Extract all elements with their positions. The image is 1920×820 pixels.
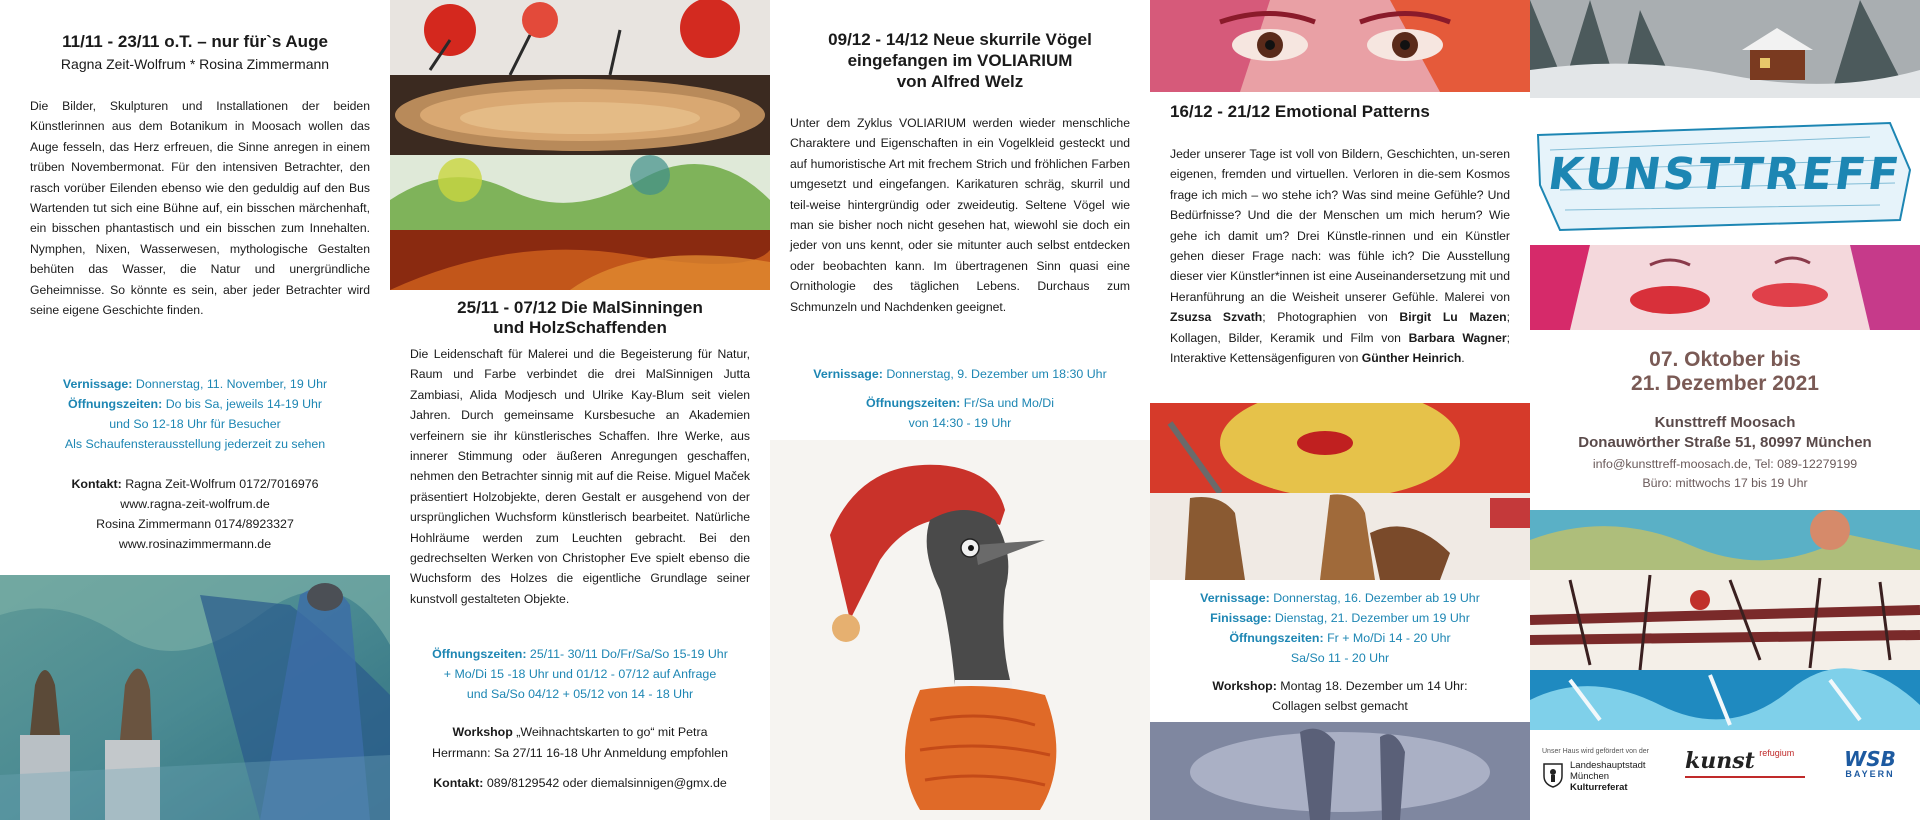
workshop-label: Workshop: [452, 725, 513, 739]
event-title: 11/11 - 23/11 o.T. – nur für`s Auge: [62, 32, 328, 51]
winter-cabin-painting: [1530, 0, 1920, 98]
description-part-4: ; Interaktive Kettensägenfiguren von: [1170, 330, 1510, 366]
venue-name: Kunsttreff Moosach: [1654, 414, 1796, 431]
hours-line-1: Do bis Sa, jeweils 14-19 Uhr: [165, 397, 323, 411]
workshop-line-1: „Weihnachtskarten to go“ mit Petra: [516, 725, 708, 739]
munich-coat-of-arms-icon: [1542, 762, 1564, 788]
description-part-3: ; Kollagen, Bilder, Keramik und Film von: [1170, 310, 1510, 345]
event-title-line-1: 25/11 - 07/12 Die MalSinningen: [457, 298, 703, 317]
panel-emotional-patterns: [1150, 0, 1530, 820]
wood-painting-collage: [390, 0, 770, 290]
event-title-line-2: und HolzSchaffenden: [493, 318, 667, 337]
opening-hours: [1150, 628, 1530, 648]
contact-label: Kontakt:: [71, 477, 122, 491]
contact-website-2: www.rosinazimmermann.de: [118, 537, 272, 551]
event-description: Die Leidenschaft für Malerei und die Begeisterung für Natur, Raum und Farbe verbindet die drei MalSinnigen Jutta Zambiasi, Alida Modjesch und Ulrike Kay-Blum seit vielen Jahren. Durch gemeinsame Kursbesuche an Akademien verfeinern sie ihr künstlerisches Schaffen. Ihre Werke, aus innerer Stimmung oder äußeren Anregungen geschaffen, nehmen den Betrachter sinnig mit auf die Reise. Miguel Maček präsentiert Holzobjekte, deren Gestalt er ausgehend von der ursprünglichen Wuchsform künstlerisch bearbeitet. Natürliche Hohlräume werden zum Leuchten gebracht. Bei den gedrechselten Werken von Christopher Eve spielt ebenso die Wuchsform des Holzes die eigentliche Grundlage seiner kunstvoll gestalteten Objekte.: [410, 347, 750, 606]
description-part-1: Jeder unserer Tage ist voll von Bildern, Geschichten, un-seren eigenen, fremden und virtuellen. Verloren in die-sem Kosmos frage ich mich – wo stehe ich? Was sind meine Gefühle? Und Bedürfnisse? Und die der Menschen um mich herum? Wie gehe ich damit um? Drei Künstle-rinnen und ein Künstler gehen dieser Frage nach: was fühle ich? Die Ausstellung dieser vier Künstler*innen ist eine Auseinandersetzung mit und Heranführung an die Weisheit unserer Gefühle. Malerei von: [1170, 147, 1510, 304]
eyes-painting: [1150, 0, 1530, 92]
event-artists: Ragna Zeit-Wolfrum * Rosina Zimmermann: [60, 56, 330, 72]
hours-line-1: Fr/Sa und Mo/Di: [963, 396, 1054, 410]
vernissage-text: Donnerstag, 16. Dezember ab 19 Uhr: [1273, 591, 1480, 605]
vernissage-text: Donnerstag, 11. November, 19 Uhr: [135, 377, 328, 391]
hours-line-1: Fr + Mo/Di 14 - 20 Uhr: [1327, 631, 1451, 645]
panel-nur-fuers-auge: [0, 0, 390, 820]
hours-label: Öffnungszeiten:: [432, 647, 527, 661]
event-title: 16/12 - 21/12 Emotional Patterns: [1170, 102, 1430, 121]
hours-line-1: 25/11- 30/11 Do/Fr/Sa/So 15-19 Uhr: [529, 647, 728, 661]
kunsttreff-logo: [1530, 115, 1920, 235]
vernissage-label: Vernissage:: [1200, 591, 1270, 605]
hours-label: Öffnungszeiten:: [67, 397, 163, 411]
sponsor3-line-1: WSB: [1844, 747, 1896, 771]
workshop-line-1: Montag 18. Dezember um 14 Uhr:: [1280, 679, 1468, 693]
hours-line-2: von 14:30 - 19 Uhr: [908, 416, 1012, 430]
vernissage-info: [1150, 588, 1530, 608]
sponsor1-line-2: München: [1570, 771, 1610, 782]
sponsor-note: Unser Haus wird gefördert von der: [1542, 748, 1649, 755]
sponsor-munich: [1542, 758, 1672, 808]
event-title-line-2: eingefangen im VOLIARIUM: [847, 51, 1073, 70]
artist-name-4: Günther Heinrich: [1361, 351, 1462, 366]
panel-voliarium: [770, 0, 1150, 820]
sponsor3-line-2: BAYERN: [1845, 769, 1895, 779]
workshop-info: [390, 722, 770, 742]
opening-hours: [390, 644, 770, 664]
description-part-2: ; Photographien von: [1262, 310, 1400, 325]
kunsttreff-logo-text: KUNSTTREFF: [1545, 149, 1905, 200]
hours-line-2: + Mo/Di 15 -18 Uhr und 01/12 - 07/12 auf Anfrage: [443, 667, 717, 681]
event-description: Unter dem Zyklus VOLIARIUM werden wieder menschliche Charaktere und Eigenschaften in ein Vogelkleid gesteckt und auf humoristische Art mit frechem Strich und fröhlichen Farben umgesetzt und eingefangen. Karikaturen schräg, skurril und teil-weise hintergründig oder zweideutig. Seltene Vögel wie man sie bisher noch nicht gesehen hat, wiewohl sie doch ein jeder von uns kennt, oder sie mitunter auch selbst entdecken oder beobachten kann. Im übertragenen Sinn quasi eine Ornithologie des täglichen Lebens. Durchaus zum Schmunzeln und Nachdenken geeignet.: [790, 116, 1130, 314]
artist-name-1: Zsuzsa Szvath: [1170, 310, 1263, 325]
bird-illustration: [770, 440, 1150, 820]
artist-name-2: Birgit Lu Mazen: [1399, 310, 1507, 325]
contact-line-3: Rosina Zimmermann 0174/8923327: [96, 517, 294, 531]
contact-info: [390, 773, 770, 793]
venue-contact: info@kunsttreff-moosach.de, Tel: 089-12279199: [1592, 457, 1858, 471]
contact-label: Kontakt:: [433, 776, 484, 790]
shadow-photo: [1150, 722, 1530, 820]
event-description: Die Bilder, Skulpturen und Installationen der beiden Künstlerinnen aus dem Botanikum in Moosach wollen das Auge fesseln, das Herz erfreuen, die Sinne anregen in einem trüben Novembermonat. Für den intensiven Betrachter, den rasch vorüber Eilenden ebenso wie den geduldig auf den Bus Wartenden tut sich eine Bühne auf, ein bisschen märchenhaft, ein bisschen phantastisch und ein bisschen zum Innehalten. Nymphen, Nixen, Wasserwesen, mythologische Gestalten behüten das Wasser, die Natur und unergründliche Geheimnisse. So könnte es sein, aber jeder Betrachter wird seine eigene Geschichte finden.: [30, 99, 370, 318]
opening-hours: [0, 394, 390, 414]
finissage-text: Dienstag, 21. Dezember um 19 Uhr: [1274, 611, 1470, 625]
event-title-line-3: von Alfred Welz: [896, 72, 1024, 91]
vernissage-info: [0, 374, 390, 394]
event-title-line-1: 09/12 - 14/12 Neue skurrile Vögel: [828, 30, 1092, 49]
sculptures-photo: [0, 575, 390, 820]
contact-website-1: www.ragna-zeit-wolfrum.de: [120, 497, 270, 511]
opening-hours: [770, 393, 1150, 413]
vernissage-info: [770, 364, 1150, 384]
artist-name-3: Barbara Wagner: [1408, 330, 1507, 345]
hours-line-2: und So 12-18 Uhr für Besucher: [109, 417, 281, 431]
sponsor2-name: kunst: [1685, 748, 1755, 774]
hours-label: Öffnungszeiten:: [866, 396, 961, 410]
sponsor-kunstrefugium: [1685, 748, 1815, 788]
event-description: [1170, 144, 1510, 368]
sponsor2-sup: refugium: [1759, 748, 1795, 758]
vernissage-text: Donnerstag, 9. Dezember um 18:30 Uhr: [886, 367, 1107, 381]
description-part-5: .: [1461, 351, 1465, 366]
workshop-label: Workshop:: [1212, 679, 1277, 693]
faces-painting: [1530, 245, 1920, 330]
vernissage-label: Vernissage:: [813, 367, 883, 381]
hours-line-2: Sa/So 11 - 20 Uhr: [1290, 651, 1390, 665]
vernissage-label: Vernissage:: [62, 377, 133, 391]
workshop-line-2: Collagen selbst gemacht: [1272, 699, 1408, 713]
venue-address: Donauwörther Straße 51, 80997 München: [1578, 434, 1872, 451]
sponsor1-line-1: Landeshauptstadt: [1570, 760, 1646, 771]
sponsor2-underline: [1685, 776, 1805, 778]
hours-line-3: Als Schaufensterausstellung jederzeit zu sehen: [64, 437, 326, 451]
sponsor-wsb-bayern: [1835, 749, 1905, 779]
season-date-line-1: 07. Oktober bis: [1649, 348, 1801, 371]
hours-label: Öffnungszeiten:: [1229, 631, 1324, 645]
contact-line-1: Ragna Zeit-Wolfrum 0172/7016976: [125, 477, 319, 491]
office-hours: Büro: mittwochs 17 bis 19 Uhr: [1642, 476, 1808, 490]
sponsor1-line-3: Kulturreferat: [1570, 782, 1628, 793]
panel-malsinningen: [390, 0, 770, 820]
panel-kunsttreff-info: [1530, 0, 1920, 820]
finissage-info: [1150, 608, 1530, 628]
hours-line-3: und Sa/So 04/12 + 05/12 von 14 - 18 Uhr: [466, 687, 694, 701]
contact-info: [0, 474, 390, 494]
contact-text: 089/8129542 oder diemalsinnigen@gmx.de: [486, 776, 727, 790]
finissage-label: Finissage:: [1210, 611, 1272, 625]
season-date-line-2: 21. Dezember 2021: [1631, 372, 1819, 395]
chainsaw-sculpture-photos: [1150, 403, 1530, 580]
workshop-info: [1150, 676, 1530, 696]
abstract-paintings-strip: [1530, 510, 1920, 730]
workshop-line-2: Herrmann: Sa 27/11 16-18 Uhr Anmeldung empfohlen: [432, 746, 728, 760]
